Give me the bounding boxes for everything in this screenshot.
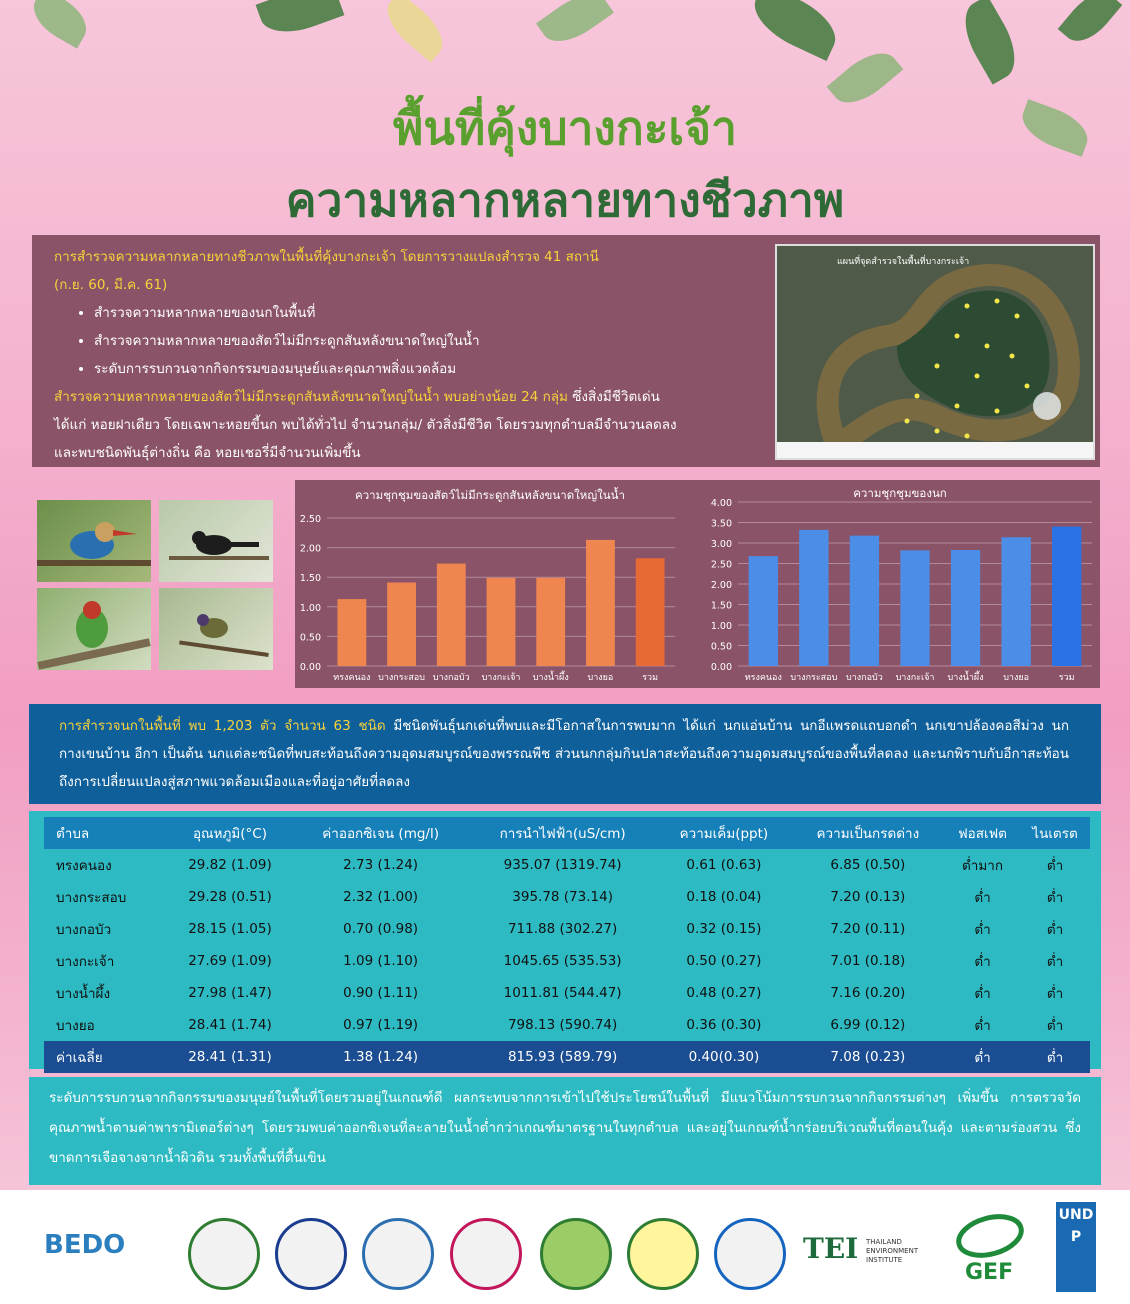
table-cell: บางน้ำผึ้ง: [56, 986, 111, 1002]
table-cell: 395.78 (73.14): [512, 889, 613, 905]
bar: [1001, 537, 1030, 666]
tei-subtitle: THAILAND ENVIRONMENT INSTITUTE: [866, 1238, 919, 1264]
survey-map: [775, 244, 1095, 460]
table-cell: 7.20 (0.13): [830, 889, 906, 905]
table-cell: 2.73 (1.24): [343, 857, 419, 873]
x-tick-label: บางน้ำผึ้ง: [532, 673, 569, 683]
bar: [337, 599, 366, 666]
header-cell: การนำไฟฟ้า(uS/cm): [468, 817, 657, 849]
map-title: แผนที่จุดสำรวจในพื้นที่บางกระเจ้า: [837, 257, 970, 267]
header-cell: ฟอสเฟต: [945, 817, 1020, 849]
table-cell: ต่ำ: [945, 1041, 1020, 1073]
bar: [951, 550, 980, 666]
y-tick-label: 0.00: [299, 662, 321, 673]
table-cell: ต่ำ: [1046, 954, 1064, 970]
intro-period: (ก.ย. 60, มี.ค. 61): [54, 277, 168, 293]
chart1-title: ความชุกชุมของสัตว์ไม่มีกระดูกสันหลังขนาดใหญ่ในน้ำ: [355, 488, 625, 502]
bar: [586, 540, 615, 666]
table-cell: ต่ำ: [1046, 858, 1064, 874]
table-cell: บางยอ: [56, 1018, 95, 1034]
map-image: [777, 246, 1093, 458]
barbet-photo: [37, 588, 151, 670]
table-cell: 0.70 (0.98): [343, 921, 419, 937]
average-row: [44, 1041, 1090, 1073]
seal-logo: [450, 1218, 522, 1290]
table-cell: 6.99 (0.12): [830, 1017, 906, 1033]
table-cell: ต่ำ: [974, 954, 991, 970]
table-cell: 0.48 (0.27): [686, 985, 762, 1001]
table-cell: ต่ำ: [974, 922, 991, 938]
seal-logo: [627, 1218, 699, 1290]
y-tick-label: 3.50: [710, 518, 732, 530]
table-cell: บางกอบัว: [56, 922, 112, 938]
water-quality-table: [44, 817, 1090, 1073]
table-cell: 0.32 (0.15): [686, 921, 762, 937]
table-cell: 1.38 (1.24): [293, 1041, 468, 1073]
table-cell: ต่ำ: [974, 890, 991, 906]
table-cell: 7.20 (0.11): [830, 921, 906, 937]
table-cell: ต่ำ: [974, 1018, 991, 1034]
intro-bullets: [54, 299, 774, 383]
header-cell: อุณหภูมิ(°C): [167, 817, 293, 849]
table-cell: ต่ำมาก: [962, 858, 1004, 874]
x-tick-label: บางกระสอบ: [378, 673, 426, 683]
bar: [636, 558, 665, 666]
invertebrate-chart: [295, 480, 685, 688]
table-cell: ต่ำ: [1046, 1018, 1064, 1034]
table-cell: 0.61 (0.63): [686, 857, 762, 873]
table-cell: 1011.81 (544.47): [503, 985, 622, 1001]
y-tick-label: 0.50: [710, 641, 732, 653]
y-tick-label: 2.50: [710, 559, 732, 571]
x-tick-label: บางยอ: [587, 673, 614, 683]
x-tick-label: บางน้ำผึ้ง: [947, 673, 984, 683]
y-tick-label: 1.00: [710, 621, 732, 632]
table-cell: ค่าเฉลี่ย: [44, 1041, 167, 1073]
bedo-logo: BEDO: [44, 1230, 126, 1260]
y-tick-label: 1.50: [710, 600, 732, 612]
x-tick-label: บางกะเจ้า: [481, 673, 521, 683]
y-tick-label: 0.00: [710, 662, 732, 673]
table-cell: 6.85 (0.50): [830, 857, 906, 873]
header-cell: ความเป็นกรดด่าง: [791, 817, 945, 849]
table-cell: 798.13 (590.74): [507, 1017, 618, 1033]
list-item: • สำรวจความหลากหลายของนกในพื้นที่: [94, 299, 774, 327]
header-cell: ไนเตรต: [1020, 817, 1090, 849]
y-tick-label: 4.00: [710, 498, 732, 509]
bar: [749, 556, 778, 666]
table-cell: 1.09 (1.10): [343, 953, 419, 969]
seal-logo: [540, 1218, 612, 1290]
table-cell: 711.88 (302.27): [507, 921, 618, 937]
table-cell: 28.15 (1.05): [188, 921, 272, 937]
seal-logo: [275, 1218, 347, 1290]
table-cell: 27.69 (1.09): [188, 953, 272, 969]
table-cell: 0.18 (0.04): [686, 889, 762, 905]
finding-highlight: สำรวจความหลากหลายของสัตว์ไม่มีกระดูกสันหลังขนาดใหญ่ในน้ำ พบอย่างน้อย 24 กลุ่ม: [54, 389, 568, 405]
kingfisher-photo: [37, 500, 151, 582]
y-tick-label: 2.50: [299, 514, 321, 525]
table-cell: บางกระสอบ: [56, 890, 127, 906]
y-tick-label: 0.50: [299, 632, 321, 644]
footer-logos: [0, 1190, 1130, 1304]
table-cell: ต่ำ: [1046, 986, 1064, 1002]
table-row: [44, 977, 1090, 1009]
summary-text: ระดับการรบกวนจากกิจกรรมของมนุษย์ในพื้นที่โดยรวมอยู่ในเกณฑ์ดี ผลกระทบจากการเข้าไปใช้ประโยชน์ในพื้นที่ มีแนวโน้มการรบกวนจากกิจกรรมต่างๆ เพิ่มขึ้น การตรวจวัดคุณภาพน้ำตามค่าพารามิเตอร์ต่างๆ โดยรวมพบค่าออกซิเจนที่ละลายในน้ำต่ำกว่าเกณฑ์มาตรฐานในทุกตำบล และอยู่ในเกณฑ์น้ำกร่อยบริเวณพื้นที่ตอนในคุ้ง และตามร่องสวน ซึ่งขาดการเจือจางจากน้ำผิวดิน รวมทั้งพื้นที่ตื้นเขิน: [49, 1090, 1081, 1166]
table-cell: ต่ำ: [1046, 890, 1064, 906]
y-tick-label: 1.00: [299, 602, 321, 614]
x-tick-label: รวม: [642, 673, 659, 683]
table-cell: 29.28 (0.51): [188, 889, 272, 905]
tei-logo: TEI: [803, 1232, 859, 1265]
table-cell: ทรงคนอง: [56, 858, 112, 874]
finding-line3: และพบชนิดพันธุ์ต่างถิ่น คือ หอยเชอรี่มีจำนวนเพิ่มขึ้น: [54, 445, 361, 461]
bird-survey-highlight: การสำรวจนกในพื้นที่ พบ 1,203 ตัว จำนวน 63 ชนิด: [59, 718, 386, 734]
x-tick-label: บางกระสอบ: [790, 673, 838, 683]
bar: [1052, 527, 1081, 666]
table-cell: 28.41 (1.74): [188, 1017, 272, 1033]
chart2-title: ความชุกชุมของนก: [853, 486, 947, 500]
y-tick-label: 3.00: [710, 539, 732, 550]
seal-logo: [362, 1218, 434, 1290]
bar: [387, 583, 416, 666]
water-quality-box: [29, 811, 1101, 1069]
x-tick-label: บางกอบัว: [432, 673, 470, 683]
title-line1: พื้นที่คุ้งบางกะเจ้า: [393, 101, 737, 155]
y-tick-label: 1.50: [299, 573, 321, 585]
table-cell: 7.01 (0.18): [830, 953, 906, 969]
table-row: [44, 913, 1090, 945]
header-cell: ตำบล: [44, 817, 167, 849]
table-row: [44, 881, 1090, 913]
y-tick-label: 2.00: [710, 580, 732, 591]
bird-photos: [37, 500, 273, 672]
bar: [799, 530, 828, 666]
table-cell: 1045.65 (535.53): [503, 953, 622, 969]
table-cell: ต่ำ: [974, 986, 991, 1002]
magpie-robin-photo: [159, 500, 273, 582]
table-cell: 7.16 (0.20): [830, 985, 906, 1001]
table-cell: 0.97 (1.19): [343, 1017, 419, 1033]
sunbird-photo: [159, 588, 273, 670]
bar: [900, 550, 929, 666]
bar: [487, 578, 516, 666]
table-cell: 815.93 (589.79): [468, 1041, 657, 1073]
table-cell: 935.07 (1319.74): [503, 857, 622, 873]
seal-logo: [714, 1218, 786, 1290]
table-cell: บางกะเจ้า: [56, 954, 115, 970]
table-row: [44, 945, 1090, 977]
finding-rest: ซึ่งสิ่งมีชีวิตเด่น: [567, 389, 660, 405]
table-cell: 2.32 (1.00): [343, 889, 419, 905]
list-item: • ระดับการรบกวนจากกิจกรรมของมนุษย์และคุณภาพสิ่งแวดล้อม: [94, 355, 774, 383]
table-row: [44, 1009, 1090, 1041]
table-cell: 0.50 (0.27): [686, 953, 762, 969]
bird-survey-box: [29, 704, 1101, 804]
seal-logo: [188, 1218, 260, 1290]
bar: [536, 578, 565, 666]
table-cell: 7.08 (0.23): [791, 1041, 945, 1073]
x-tick-label: บางกอบัว: [846, 673, 883, 683]
x-tick-label: ทรงคนอง: [744, 673, 782, 683]
table-cell: 0.90 (1.11): [343, 985, 419, 1001]
table-cell: 29.82 (1.09): [188, 857, 272, 873]
gef-logo: GEF: [965, 1260, 1014, 1285]
finding-line2: ได้แก่ หอยฝาเดียว โดยเฉพาะหอยขี้นก พบได้ทั่วไป จำนวนกลุ่ม/ ตัวสิ่งมีชีวิต โดยรวมทุกตำบลมีจำนวนลดลง: [54, 417, 677, 433]
y-tick-label: 2.00: [299, 543, 321, 555]
table-cell: 0.40(0.30): [657, 1041, 791, 1073]
bird-chart: [700, 480, 1100, 688]
x-tick-label: รวม: [1058, 673, 1075, 683]
table-row: [44, 849, 1090, 881]
gef-swoosh-icon: [955, 1206, 1025, 1266]
header-cell: ค่าออกซิเจน (mg/l): [293, 817, 468, 849]
x-tick-label: ทรงคนอง: [333, 673, 371, 683]
bar: [437, 564, 466, 666]
list-item: • สำรวจความหลากหลายของสัตว์ไม่มีกระดูกสันหลังขนาดใหญ่ในน้ำ: [94, 327, 774, 355]
table-cell: 0.36 (0.30): [686, 1017, 762, 1033]
bar: [850, 536, 879, 666]
table-header-row: [44, 817, 1090, 849]
header-cell: ความเค็ม(ppt): [657, 817, 791, 849]
table-cell: ต่ำ: [1046, 922, 1064, 938]
summary-box: [29, 1077, 1101, 1185]
x-tick-label: บางยอ: [1003, 673, 1030, 683]
title-line2: ความหลากหลายทางชีวภาพ: [285, 173, 845, 227]
table-cell: 27.98 (1.47): [188, 985, 272, 1001]
table-cell: ต่ำ: [1020, 1041, 1090, 1073]
bird-survey-text: มีชนิดพันธุ์นกเด่นที่พบและมีโอกาสในการพบมาก ได้แก่ นกแอ่นบ้าน นกอีแพรดแถบอกดำ นกเขาปล้องคอสีม่วง นกกางเขนบ้าน อีกา เป็นต้น นกแต่ละชนิดที่พบสะท้อนถึงความอุดมสมบูรณ์ของพรรณพืช ส่วนนกกลุ่มกินปลาสะท้อนถึงความอุดมสมบูรณ์ของพื้นที่ลดลง และนกพิราบกับอีกาสะท้อนถึงการเปลี่ยนแปลงสู่สภาพแวดล้อมเมืองและที่อยู่อาศัยที่ลดลง: [59, 718, 1069, 790]
x-tick-label: บางกะเจ้า: [895, 673, 935, 683]
intro-heading: การสำรวจความหลากหลายทางชีวภาพในพื้นที่คุ้งบางกะเจ้า โดยการวางแปลงสำรวจ 41 สถานี: [54, 249, 599, 265]
undp-logo: UNDP: [1056, 1202, 1096, 1292]
table-cell: 28.41 (1.31): [167, 1041, 293, 1073]
charts-panel: [295, 480, 1100, 688]
